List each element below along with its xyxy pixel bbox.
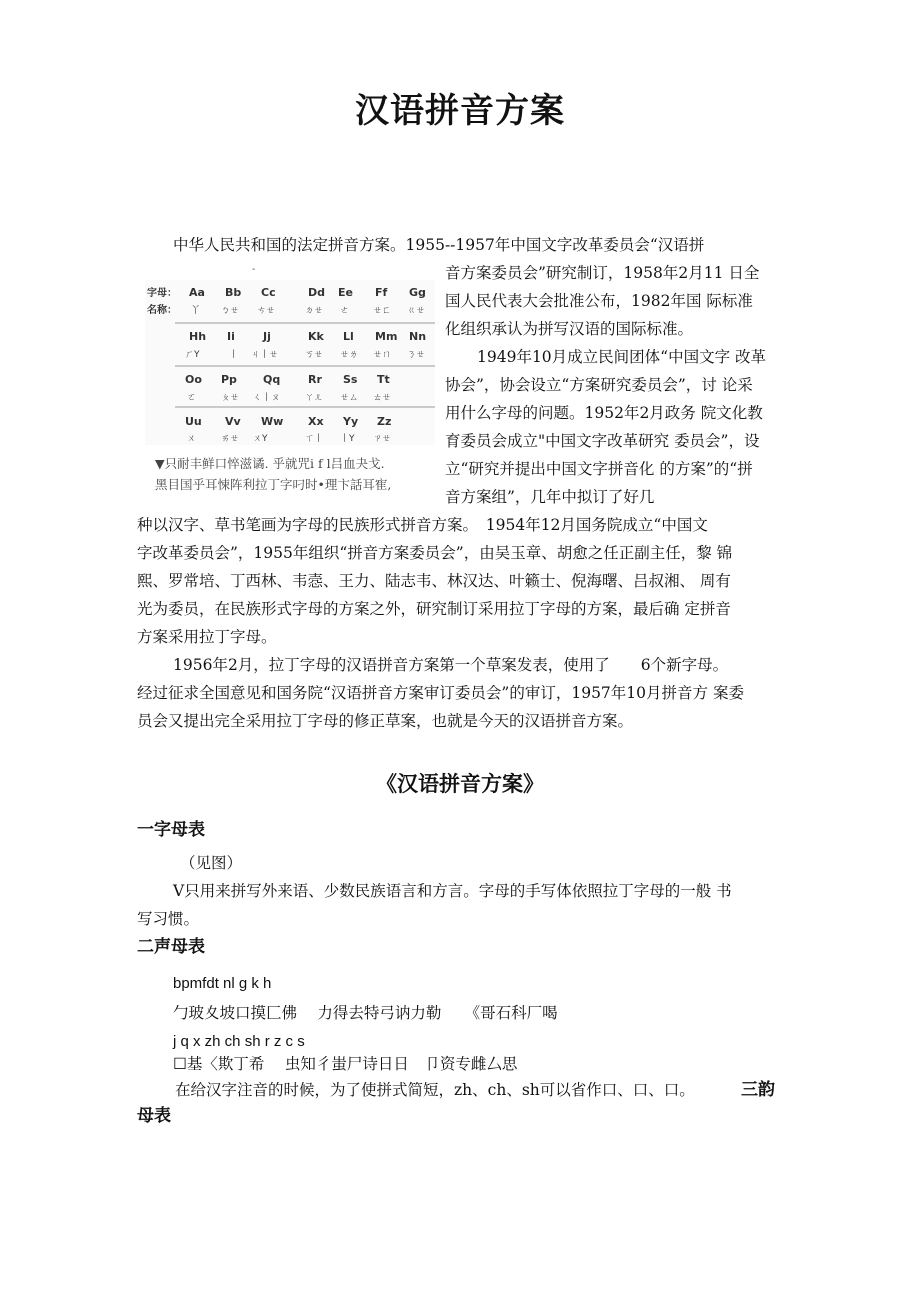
- intro-line: 协会”，协会设立“方案研究委员会”，讨 论采: [445, 376, 753, 394]
- letter-cell: Ee: [338, 286, 353, 299]
- letter-cell: Zz: [377, 415, 392, 428]
- caption-line: 黑目国乎耳悚阵利拉丁字叼时•理卞話耳寉,: [155, 477, 392, 492]
- name-cell: ㄏY: [185, 350, 200, 360]
- intro-line: 中华人民共和国的法定拼音方案。1955--1957年中国文字改革委员会“汉语拼: [173, 236, 705, 254]
- letter-cell: Cc: [261, 286, 276, 299]
- letter-cell: Yy: [343, 415, 359, 428]
- figure-caption: [155, 453, 391, 495]
- alphabet-figure-image: [145, 280, 435, 445]
- letter-cell: Jj: [263, 330, 271, 343]
- name-cell: ㄎㄝ: [305, 350, 324, 360]
- document-title: 汉语拼音方案: [355, 91, 565, 131]
- intro-line: 音方案组”，几年中拟订了好几: [445, 488, 655, 506]
- intro-line: 国人民代表大会批准公布，1982年国 际标准: [445, 292, 753, 310]
- name-cell: ㄍㄝ: [407, 306, 426, 316]
- scheme-title: 《汉语拼音方案》: [376, 772, 544, 796]
- name-cell: ㄚㄦ: [305, 393, 324, 403]
- para2-line: 经过征求全国意见和国务院“汉语拼音方案审订委员会”的审订，1957年10月拼音方 案委: [137, 684, 744, 702]
- intro-line: 种以汉字、草书笔画为字母的民族形式拼音方案。 1954年12月国务院成立“中国文: [137, 516, 708, 534]
- alphabet-figure: [145, 280, 435, 445]
- name-cell: ㄝㄇ: [373, 350, 392, 360]
- letter-cell: Vv: [225, 415, 241, 428]
- letter-cell: Tt: [377, 373, 390, 386]
- intro-line: 化组织承认为拼写汉语的国际标准。: [445, 320, 694, 338]
- letter-cell: Ff: [375, 286, 388, 299]
- intro-line: 光为委员，在民族形式字母的方案之外，研究制订采用拉丁字母的方案，最后确 定拼音: [137, 600, 731, 618]
- letter-cell: Bb: [225, 286, 242, 299]
- letter-cell: Ww: [261, 415, 284, 428]
- section-heading-finals-cont: 母表: [137, 1106, 171, 1126]
- letter-cell: Aa: [189, 286, 205, 299]
- intro-line: 1949年10月成立民间团体“中国文字 改革: [477, 348, 767, 366]
- figure-dash: -: [252, 264, 256, 275]
- letter-cell: Dd: [308, 286, 326, 299]
- name-cell: ㄑ丨ㄡ: [253, 393, 281, 403]
- name-cell: ㄝㄌ: [340, 350, 359, 360]
- letter-cell: Mm: [375, 330, 398, 343]
- name-cell: ㄛ: [187, 393, 197, 403]
- letter-cell: Pp: [221, 373, 237, 386]
- name-cell: ㄞㄝ: [221, 434, 240, 444]
- initials-row: bpmfdt nl g k h: [173, 975, 272, 992]
- caption-line: ▼只耐丰鲜口悴滋谲. 乎就咒i f l吕血夬戈.: [155, 456, 385, 471]
- letter-label: 字母：: [147, 288, 177, 299]
- name-cell: 丨Y: [340, 434, 355, 444]
- name-cell: ㄒ丨: [305, 434, 324, 444]
- letter-cell: Ss: [343, 373, 358, 386]
- letter-cell: Ii: [227, 330, 235, 343]
- intro-line: 立“研究并提出中国文字拼音化 的方案”的“拼: [445, 460, 753, 478]
- name-cell: ㄝㄙ: [340, 393, 359, 403]
- see-figure-note: （见图）: [180, 854, 243, 872]
- name-cell: ㄨY: [253, 434, 268, 444]
- initials-row: j q x zh ch sh r z c s: [173, 1033, 305, 1050]
- name-cell: ㄐ丨ㄝ: [251, 350, 279, 360]
- alphabet-note: 写习惯。: [137, 910, 200, 928]
- bopomofo-row: 勹玻夊坡口摸匚佛 力得去特弓讷力勒 《哥石科厂喝: [173, 1004, 558, 1022]
- letter-cell: Gg: [409, 286, 426, 299]
- name-cell: ㄅㄝ: [221, 306, 240, 316]
- name-cell: ㄉㄝ: [305, 306, 324, 316]
- name-cell: ㄝㄈ: [373, 306, 392, 316]
- letter-cell: Nn: [409, 330, 427, 343]
- intro-line: 字改革委员会”，1955年组织“拼音方案委员会”，由吴玉章、胡愈之任正副主任，黎 锦: [137, 544, 733, 562]
- letter-cell: Uu: [185, 415, 202, 428]
- letter-cell: Hh: [189, 330, 207, 343]
- letter-cell: Qq: [263, 373, 281, 386]
- name-cell: ㄘㄝ: [257, 306, 276, 316]
- name-cell: ㄗㄝ: [373, 434, 392, 444]
- intro-line: 熙、罗常培、丁西林、韦悫、王力、陆志韦、林汉达、叶籁士、倪海曙、吕叔湘、 周有: [137, 572, 731, 590]
- name-cell: 丫: [191, 306, 201, 316]
- name-label: 名称：: [147, 305, 177, 316]
- name-cell: ㄋㄝ: [407, 350, 426, 360]
- letter-cell: Xx: [308, 415, 324, 428]
- para2-line: 1956年2月，拉丁字母的汉语拼音方案第一个草案发表，使用了 6个新字母。: [173, 656, 729, 674]
- initials-note: 在给汉字注音的时候，为了使拼式简短，zh、ch、sh可以省作口、口、口。: [175, 1081, 695, 1099]
- name-cell: ㄆㄝ: [221, 393, 240, 403]
- name-cell: ㄨ: [187, 434, 197, 444]
- letter-cell: Rr: [308, 373, 322, 386]
- section-heading-finals: 三韵: [741, 1080, 775, 1100]
- intro-line: 用什么字母的问题。1952年2月政务 院文化教: [445, 404, 763, 422]
- letter-cell: Ll: [343, 330, 354, 343]
- intro-line: 方案采用拉丁字母。: [137, 628, 277, 646]
- name-cell: ㄜ: [340, 306, 350, 316]
- alphabet-note: V只用来拼写外来语、少数民族语言和方言。字母的手写体依照拉丁字母的一般 书: [173, 882, 732, 900]
- letter-cell: Oo: [185, 373, 202, 386]
- section-heading-alphabet: 一字母表: [137, 820, 205, 840]
- letter-cell: Kk: [308, 330, 324, 343]
- intro-line: 音方案委员会”研究制订，1958年2月11 日全: [445, 264, 760, 282]
- section-heading-initials: 二声母表: [137, 937, 205, 957]
- name-cell: ㄊㄝ: [373, 393, 392, 403]
- intro-line: 育委员会成立"中国文字改革研究 委员会”，设: [445, 432, 760, 450]
- bopomofo-row: ☐基〈欺丁希 虫知彳蚩尸诗日日 卩资专雌厶思: [173, 1055, 518, 1073]
- para2-line: 员会又提出完全采用拉丁字母的修正草案，也就是今天的汉语拼音方案。: [137, 712, 634, 730]
- name-cell: 丨: [229, 350, 239, 360]
